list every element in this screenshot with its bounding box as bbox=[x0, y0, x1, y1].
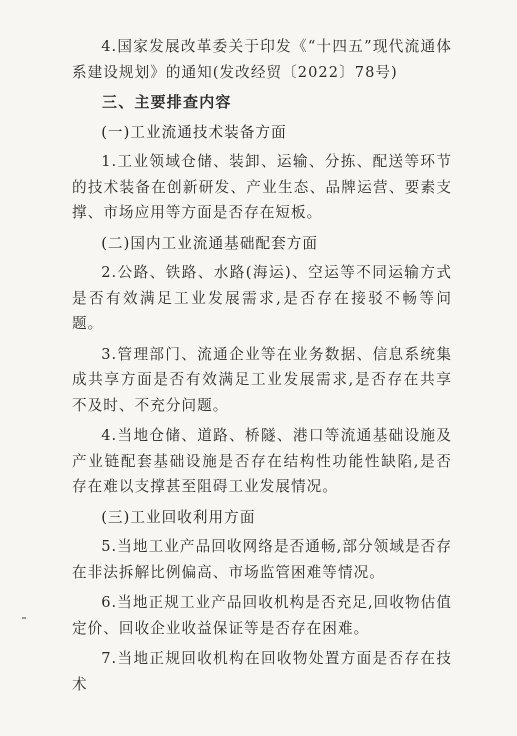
check-item-4: 4.当地仓储、道路、桥隧、港口等流通基础设施及产业链配套基础设施是否存在结构性功能性缺陷,是否存在难以支撑甚至阻碍工业发展情况。 bbox=[72, 427, 452, 495]
margin-mark bbox=[22, 617, 26, 619]
check-item-5: 5.当地工业产品回收网络是否通畅,部分领域是否存在非法拆解比例偏高、市场监管困难等情况。 bbox=[72, 538, 452, 581]
document-page bbox=[72, 34, 452, 702]
check-item-2: 2.公路、铁路、水路(海运)、空运等不同运输方式是否有效满足工业发展需求,是否存在接驳不畅等问题。 bbox=[72, 264, 452, 332]
check-item-7: 7.当地正规回收机构在回收物处置方面是否存在技术 bbox=[72, 650, 452, 693]
subsection-heading-equipment: (一)工业流通技术装备方面 bbox=[101, 123, 287, 141]
check-item-6: 6.当地正规工业产品回收机构是否充足,回收物估值定价、回收企业收益保证等是否存在困难。 bbox=[72, 594, 452, 637]
subsection-heading-infrastructure: (二)国内工业流通基础配套方面 bbox=[101, 234, 319, 252]
reference-item-4: 4.国家发展改革委关于印发《“十四五”现代流通体系建设规划》的通知(发改经贸〔2022〕78号) bbox=[72, 38, 452, 81]
check-item-1: 1.工业领域仓储、装卸、运输、分拣、配送等环节的技术装备在创新研发、产业生态、品牌运营、要素支撑、市场应用等方面是否存在短板。 bbox=[72, 153, 452, 221]
subsection-heading-recycling: (三)工业回收利用方面 bbox=[101, 508, 256, 526]
section-heading-main-content: 三、主要排查内容 bbox=[102, 93, 232, 111]
check-item-3: 3.管理部门、流通企业等在业务数据、信息系统集成共享方面是否有效满足工业发展需求,是否存在共享不及时、不充分问题。 bbox=[72, 345, 452, 414]
